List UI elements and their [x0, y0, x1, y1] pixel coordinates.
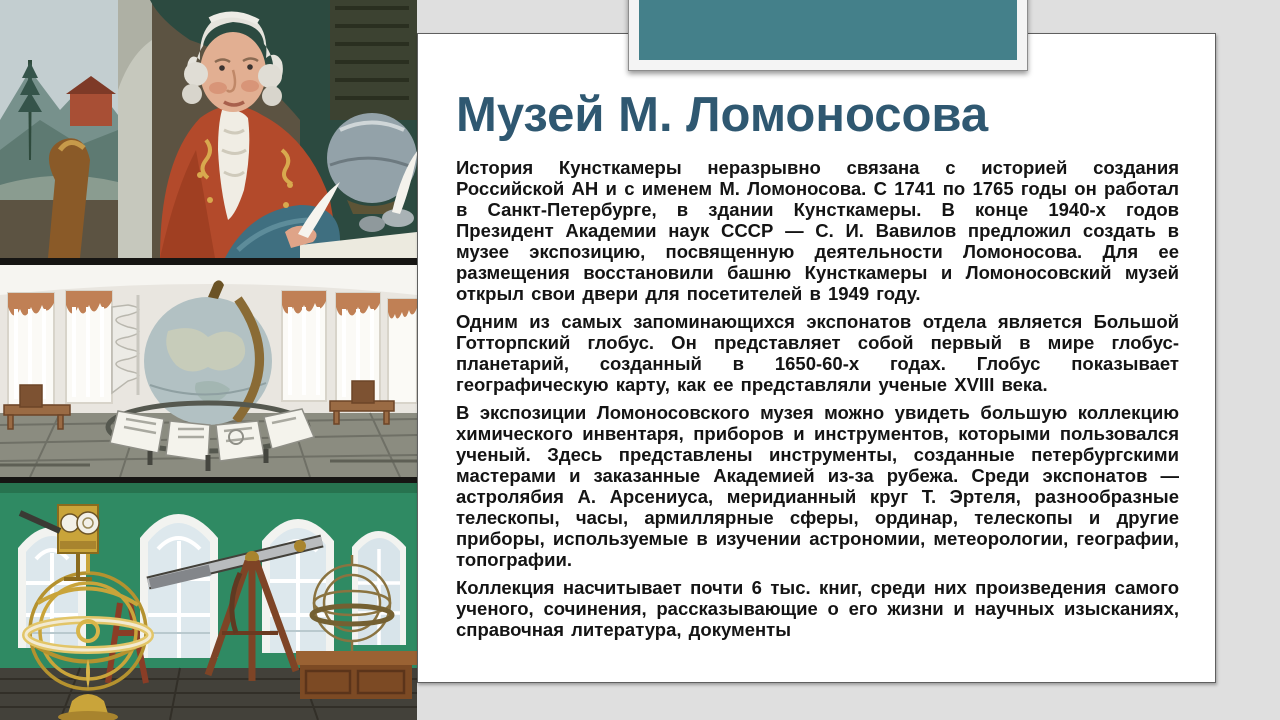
content-panel: [417, 33, 1216, 683]
body-paragraph-4: Коллекция насчитывает почти 6 тыс. книг, среди них произведения самого ученого, сочинения, рассказывающие о его жизни и научных изысканиях, справочная литература, документы: [456, 577, 1179, 641]
body-paragraph-3: В экспозиции Ломоносовского музея можно увидеть большую коллекцию химического инвентаря, приборов и инструментов, которыми пользовался ученый. Здесь представлены инструменты, созданные петербургскими мастерами и заказанные Академией из-за рубежа. Среди экспонатов — астролябия А. Арсениуса, меридианный круг Т. Эртеля, разнообразные телескопы, часы, армиллярные сферы, ординар, телескопы и другие приборы, используемые в изучении астрономии, метеорологии, географии, топографии.: [456, 402, 1179, 571]
photo-column: [0, 0, 417, 720]
accent-box: [639, 0, 1017, 60]
accent-box-frame: [628, 0, 1028, 71]
lomonosov-portrait-image: [0, 0, 417, 258]
gottorp-globe-hall-image: [0, 265, 417, 477]
slide-title: Музей М. Ломоносова: [456, 88, 989, 142]
body-paragraph-1: История Кунсткамеры неразрывно связана с историей создания Российской АН и с именем М. Ломоносова. С 1741 по 1765 годы он работал в Санкт-Петербурге, в здании Кунсткамеры. В конце 1940-х годов Президент Академии наук СССР — С. И. Вавилов предложил создать в музее экспозицию, посвященную деятельности Ломоносова. Для ее размещения восстановили башню Кунсткамеры и Ломоносовский музей открыл свои двери для посетителей в 1949 году.: [456, 157, 1179, 305]
body-paragraph-2: Одним из самых запоминающихся экспонатов отдела является Большой Готторпский глобус. Он представляет собой первый в мире глобус-планетарий, созданный в 1650-60-х годах. Глобус показывает географическую карту, как ее представляли ученые XVIII века.: [456, 311, 1179, 396]
astronomical-instruments-hall-image: [0, 483, 417, 720]
